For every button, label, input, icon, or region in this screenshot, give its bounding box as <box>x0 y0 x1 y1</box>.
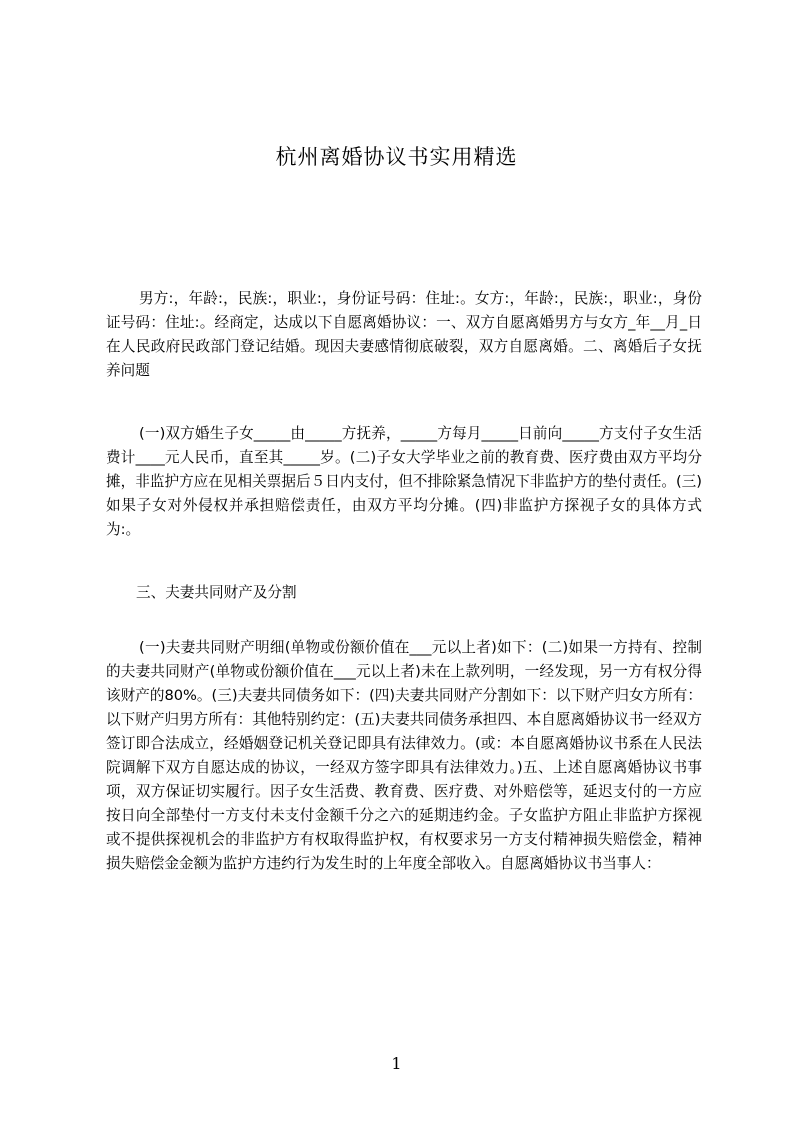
page-number: 1 <box>391 1054 402 1073</box>
paragraph-child-custody: (一)双方婚生子女_____由_____方抚养，_____方每月_____日前向_____方支付子女生活费计____元人民币，直至其_____岁。(二)子女大学毕业之前的教育费、医疗费由双方平均分摊，非监护方应在见相关票据后５日内支付，但不排除紧急情况下非监护方的垫付责任。(三)如果子女对外侵权并承担赔偿责任，由双方平均分摊。(四)非监护方探视子女的具体方式为:。 <box>106 425 702 538</box>
paragraph-parties-info: 男方:，年龄:，民族:，职业:，身份证号码：住址:。女方:，年龄:，民族:，职业:，身份证号码：住址:。经商定，达成以下自愿离婚协议：一、双方自愿离婚男方与女方_年__月_日在人民政府民政部门登记结婚。现因夫妻感情彻底破裂，双方自愿离婚。二、离婚后子女抚养问题 <box>106 290 702 379</box>
paragraph-property-division: (一)夫妻共同财产明细(单物或份额价值在___元以上者)如下：(二)如果一方持有、控制的夫妻共同财产(单物或份额价值在___元以上者)未在上款列明，一经发现，另一方有权分得该财产的80%。(三)夫妻共同债务如下：(四)夫妻共同财产分割如下：以下财产归女方所有：以下财产归男方所有：其他特别约定：(五)夫妻共同债务承担四、本自愿离婚协议书一经双方签订即合法成立，经婚姻登记机关登记即具有法律效力。(或：本自愿离婚协议书系在人民法院调解下双方自愿达成的协议，一经双方签字即具有法律效力。)五、上述自愿离婚协议书事项，双方保证切实履行。因子女生活费、教育费、医疗费、对外赔偿等，延迟支付的一方应按日向全部垫付一方支付未支付金额千分之六的延期违约金。子女监护方阻止非监护方探视或不提供探视机会的非监护方有权取得监护权，有权要求另一方支付精神损失赔偿金，精神损失赔偿金金额为监护方违约行为发生时的上年度全部收入。自愿离婚协议书当事人： <box>106 639 702 872</box>
document-title: 杭州离婚协议书实用精选 <box>275 145 518 169</box>
section-heading-property: 三、夫妻共同财产及分割 <box>136 584 297 601</box>
